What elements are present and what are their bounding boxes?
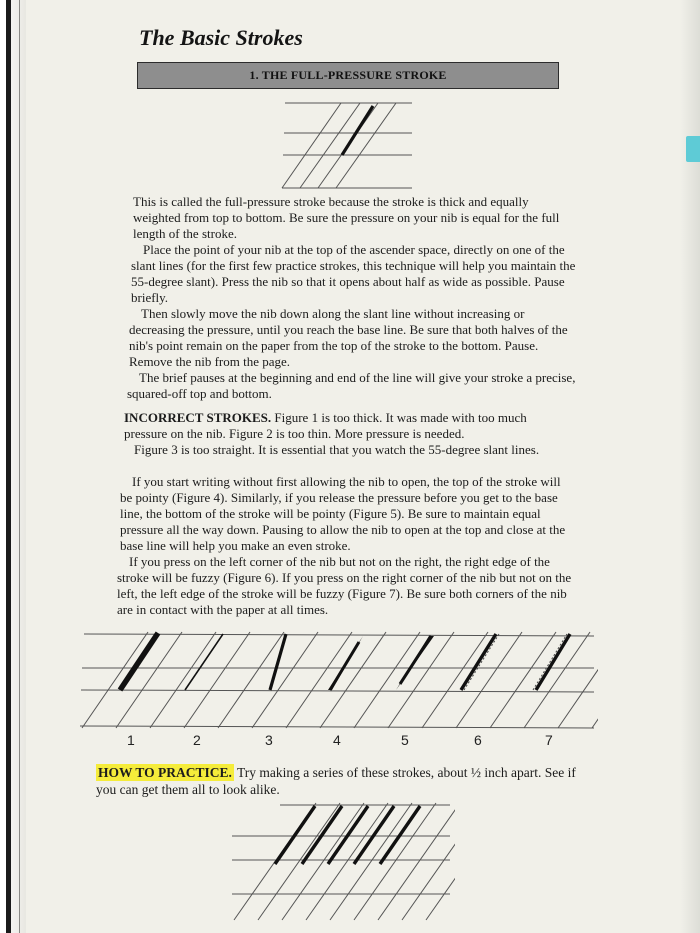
full-pressure-stroke <box>342 106 373 155</box>
paragraph-figure-3 <box>122 442 572 458</box>
paragraph-movement-text: Then slowly move the nib down along the slant line without increasing or decreasing the pressure, until you reach the base line. Be sure that both halves of the nib's point remain on the paper from the top of the stroke to the bottom. Pause. Remove the nib from the page. <box>129 306 568 369</box>
figure-number-3: 3 <box>265 732 273 748</box>
slant-line <box>82 632 148 728</box>
paragraph-pauses <box>127 370 583 402</box>
how-to-practice <box>96 764 576 798</box>
figure-number-5: 5 <box>401 732 409 748</box>
slant-line <box>524 632 590 728</box>
figure-number-2: 2 <box>193 732 201 748</box>
incorrect-strokes-figure <box>80 628 598 748</box>
incorrect-strokes-heading: INCORRECT STROKES. <box>124 410 272 425</box>
stroke-figure-5b <box>400 636 431 684</box>
paragraph-pointy <box>120 474 575 554</box>
stroke-figure-2 <box>185 634 223 690</box>
paragraph-movement <box>129 306 581 370</box>
how-to-practice-heading: HOW TO PRACTICE. <box>98 765 232 780</box>
how-to-practice-text: Try making a series of these strokes, about ½ inch apart. See if you can get them all to look alike. <box>96 765 576 797</box>
slant-line <box>184 632 250 728</box>
slant-line <box>592 632 598 728</box>
figure-slant-lines <box>82 632 598 728</box>
page-gutter-line <box>19 0 20 933</box>
practice-slant-line <box>426 803 455 920</box>
slant-line <box>422 632 488 728</box>
paragraph-placement <box>131 242 577 306</box>
paragraph-pointy-text: If you start writing without first allowing the nib to open, the top of the stroke will be pointy (Figure 4). Similarly, if you release the pressure before you get to the base line, the bottom of the stroke will be pointy (Figure 5). Be sure to maintain equal pressure all the way down. Pausing to allow the nib to open at the top and close at the base line will help you make an even stroke. <box>120 474 566 553</box>
slant-line <box>388 632 454 728</box>
practice-slant-line <box>282 803 364 920</box>
stroke-figure-7-fuzz <box>533 634 567 690</box>
slant-line <box>490 632 556 728</box>
slant-line <box>354 632 420 728</box>
practice-strokes <box>275 806 420 864</box>
practice-guide-lines <box>232 805 450 894</box>
figure-number-6: 6 <box>474 732 482 748</box>
slant-line <box>320 632 386 728</box>
paragraph-pauses-text: The brief pauses at the beginning and end of the line will give your stroke a precise, squared-off top and bottom. <box>127 370 576 401</box>
practice-slant-line <box>330 803 412 920</box>
practice-strokes-figure <box>230 800 455 922</box>
paragraph-intro: This is called the full-pressure stroke because the stroke is thick and equally weighted from top to bottom. Be sure the pressure on your nib is equal for the full length of the stroke. <box>133 194 560 241</box>
stroke-figure-1 <box>120 633 158 690</box>
section-heading-band <box>137 62 559 89</box>
page-title: The Basic Strokes <box>139 25 303 50</box>
stroke-figure-7 <box>536 634 570 690</box>
slant-line <box>150 632 216 728</box>
practice-slant-line <box>354 803 436 920</box>
paragraph-placement-text: Place the point of your nib at the top of the ascender space, directly on one of the slant lines (for the first few practice strokes, this technique will help you maintain the 55-degree slant). Press the nib so that it opens about half as wide as possible. Pause briefly. <box>131 242 576 305</box>
stroke-figure-4b <box>330 642 359 690</box>
figure-number-1: 1 <box>127 732 135 748</box>
practice-slant-line <box>306 803 388 920</box>
section-heading: 1. THE FULL-PRESSURE STROKE <box>249 68 447 82</box>
practice-slant-lines <box>234 803 455 920</box>
stroke-figure-6 <box>461 634 496 690</box>
paragraph-fuzzy <box>117 554 575 618</box>
sticky-tab <box>686 136 700 162</box>
paragraph-fuzzy-text: If you press on the left corner of the nib but not on the right, the right edge of the stroke will be fuzzy (Figure 6). If you press on the right corner of the nib but not on the left, the left edge of the stroke will be fuzzy (Figure 7). Be sure both corners of the nib are in contact with the paper at all times. <box>117 554 572 617</box>
single-stroke-figure <box>280 100 418 192</box>
figure-number-4: 4 <box>333 732 341 748</box>
stroke-figure-6-fuzz <box>464 634 499 690</box>
slant-line <box>286 632 352 728</box>
book-spine <box>0 0 26 933</box>
slant-line <box>252 632 318 728</box>
paragraph-figure-3-text: Figure 3 is too straight. It is essential that you watch the 55-degree slant lines. <box>134 442 540 457</box>
incorrect-strokes-text: Figure 1 is too thick. It was made with too much pressure on the nib. Figure 2 is too thin. More pressure is needed. <box>124 410 527 441</box>
figure-number-7: 7 <box>545 732 553 748</box>
paragraph-incorrect-strokes <box>124 410 568 442</box>
